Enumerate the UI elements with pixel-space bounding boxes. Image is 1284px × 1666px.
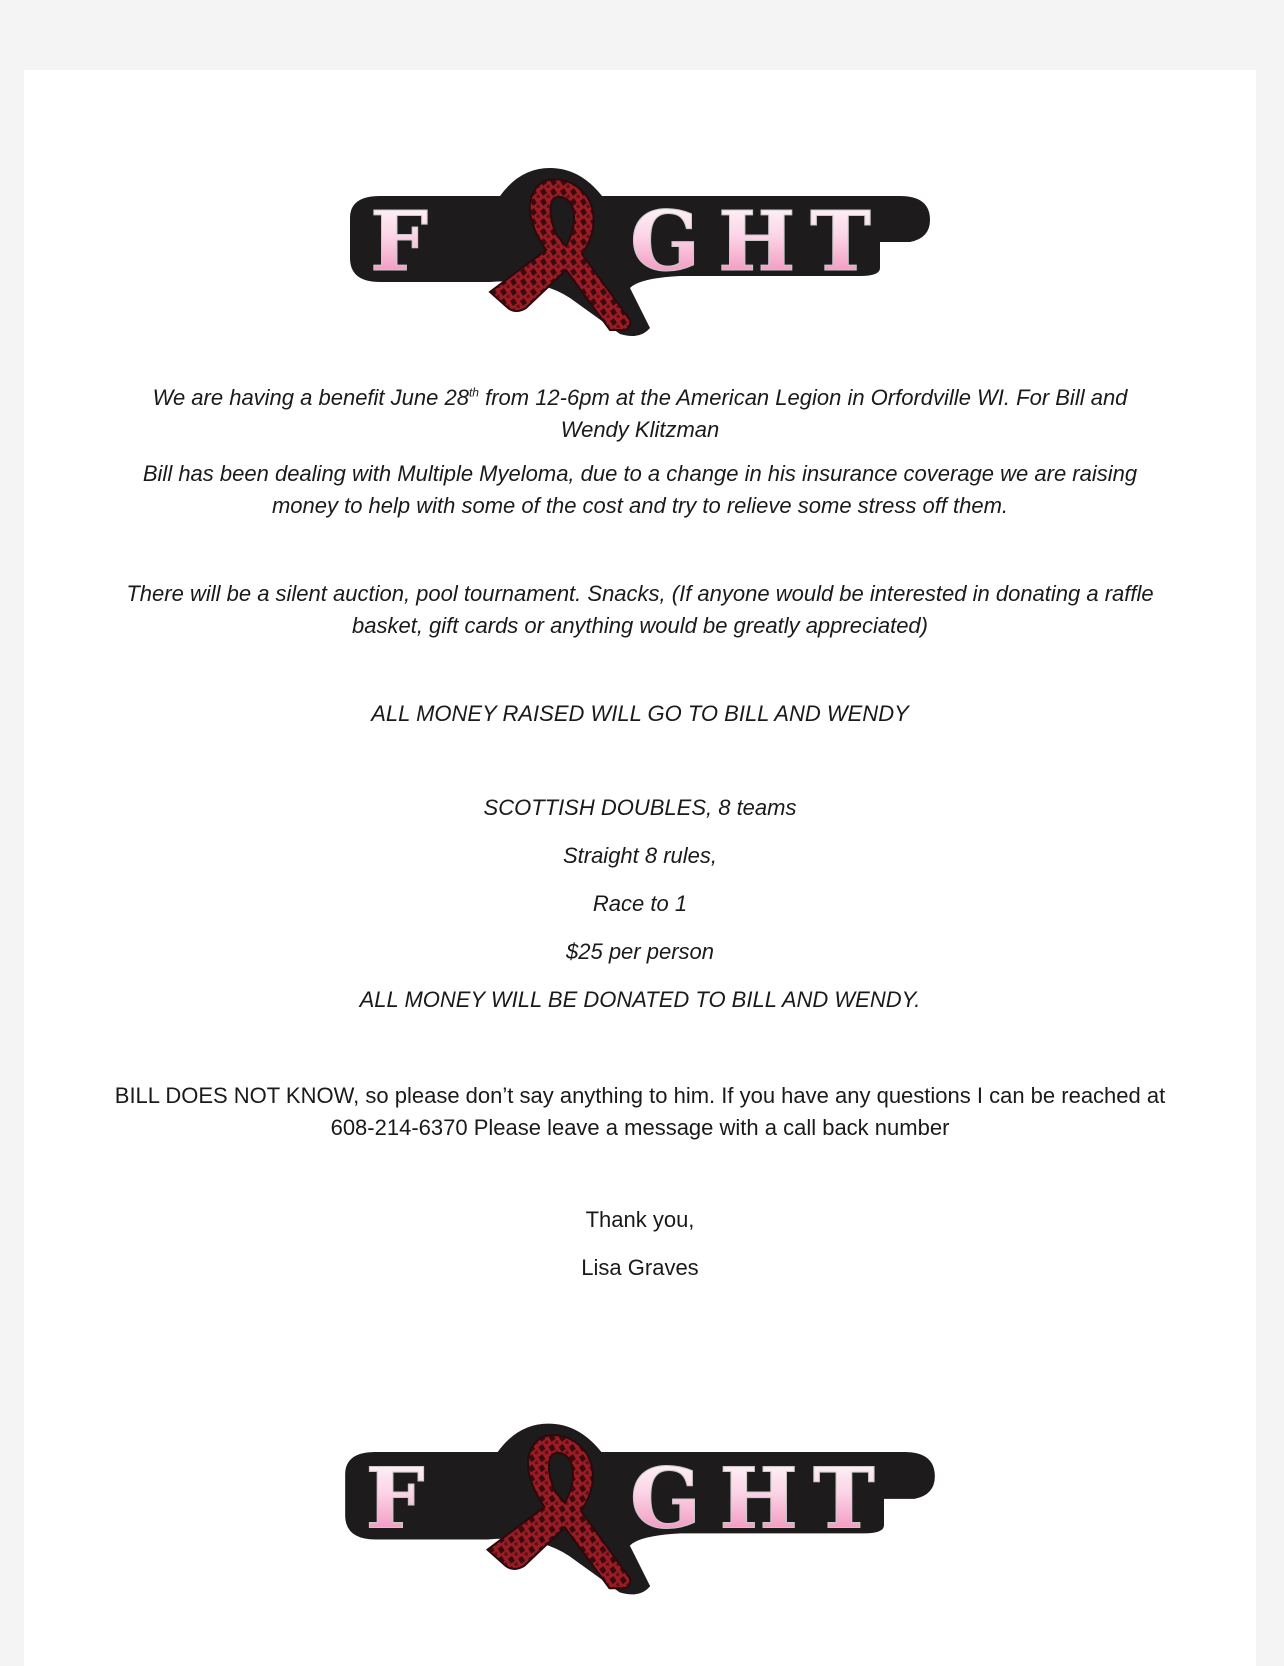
logo-letter-t: T — [810, 194, 872, 290]
tournament-donation — [24, 984, 1256, 1016]
flyer-page — [24, 70, 1256, 1666]
logo-letter-h: H — [719, 1449, 799, 1548]
secret-line-1: BILL DOES NOT KNOW, so please don’t say anything to him. If you have any questions I can be reached at — [114, 1083, 1166, 1108]
tournament-fee-text: $25 per person — [566, 939, 714, 964]
fight-ribbon-logo — [335, 1410, 945, 1610]
tournament-race — [24, 888, 1256, 920]
logo-letter-f: F — [370, 194, 429, 290]
tournament-format-text: SCOTTISH DOUBLES, 8 teams — [483, 795, 797, 820]
tournament-rules — [24, 840, 1256, 872]
reason-line-1: Bill has been dealing with Multiple Myeloma, due to a change in his insurance coverage we are raising — [142, 461, 1138, 486]
closing-text: Thank you, — [585, 1207, 695, 1232]
tournament-format — [24, 792, 1256, 824]
logo-letter-h: H — [718, 194, 796, 290]
tournament-donation-text: ALL MONEY WILL BE DONATED TO BILL AND WENDY. — [359, 987, 921, 1012]
tournament-rules-text: Straight 8 rules, — [562, 843, 718, 868]
secret-line-2: 608-214-6370 Please leave a message with a call back number — [330, 1115, 950, 1140]
reason-line-2: money to help with some of the cost and try to relieve some stress off them. — [271, 493, 1009, 518]
intro-line-1-start: We are having a benefit June 28 — [152, 385, 469, 410]
ordinal-suffix: th — [468, 385, 479, 400]
signature — [24, 1252, 1256, 1284]
fight-logo-top — [340, 158, 940, 348]
logo-letter-g: G — [630, 194, 701, 290]
intro-paragraph — [24, 382, 1256, 446]
events-line-2: basket, gift cards or anything would be greatly appreciated) — [352, 613, 928, 638]
tournament-fee — [24, 936, 1256, 968]
intro-line-1-end: from 12-6pm at the American Legion in Orfordville WI. For Bill and — [478, 385, 1128, 410]
all-money-text: ALL MONEY RAISED WILL GO TO BILL AND WENDY — [371, 701, 909, 726]
events-paragraph — [24, 578, 1256, 642]
logo-letter-g: G — [629, 1449, 702, 1548]
all-money-statement — [24, 698, 1256, 730]
events-line-1: There will be a silent auction, pool tournament. Snacks, (If anyone would be interested in donating a raffle — [126, 581, 1154, 606]
secret-paragraph — [24, 1080, 1256, 1144]
tournament-race-text: Race to 1 — [592, 891, 688, 916]
logo-letter-f: F — [365, 1449, 425, 1548]
closing — [24, 1204, 1256, 1236]
intro-line-2: Wendy Klitzman — [560, 417, 720, 442]
logo-letter-t: T — [812, 1449, 875, 1548]
reason-paragraph — [24, 458, 1256, 522]
signature-name: Lisa Graves — [581, 1255, 699, 1280]
fight-logo-bottom — [335, 1410, 945, 1610]
fight-ribbon-logo — [340, 158, 940, 348]
